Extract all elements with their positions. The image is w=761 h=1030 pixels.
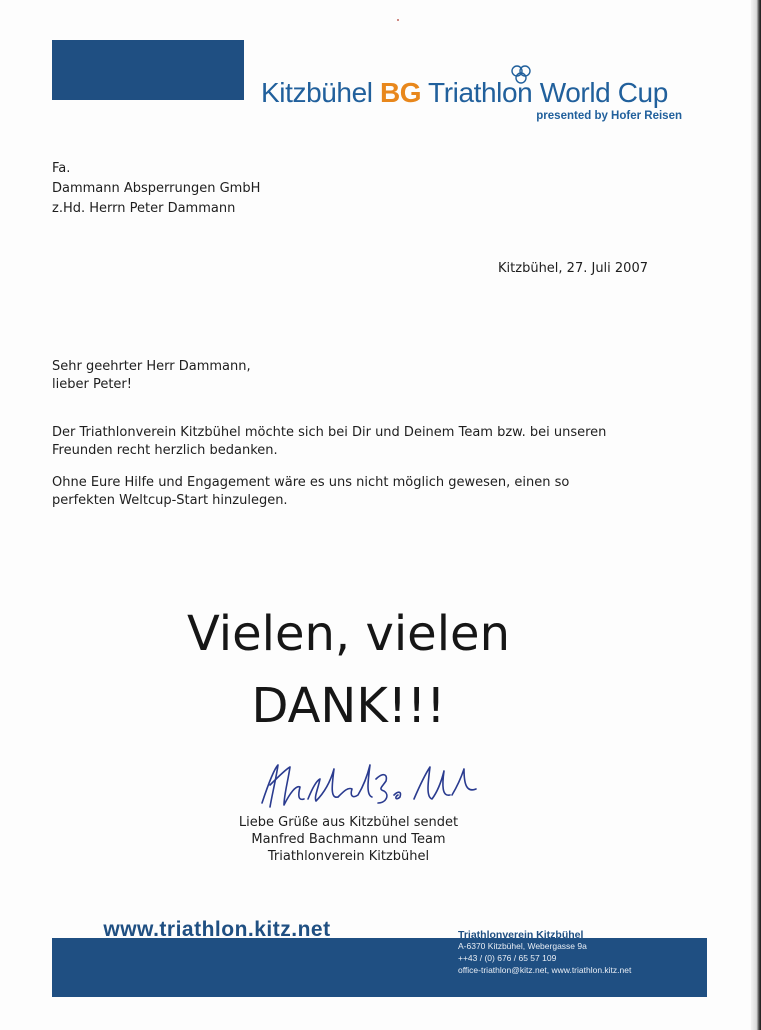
header-color-block bbox=[52, 40, 244, 100]
salutation-line: lieber Peter! bbox=[52, 377, 132, 392]
scan-edge bbox=[751, 0, 761, 1030]
paragraph-line: Der Triathlonverein Kitzbühel möchte sich bei Dir und Deinem Team bzw. bei unseren bbox=[52, 425, 607, 440]
closing-line: Triathlonverein Kitzbühel bbox=[267, 849, 430, 864]
presented-by: presented by Hofer Reisen bbox=[536, 110, 682, 122]
footer-website-link[interactable]: www.triathlon.kitz.net bbox=[103, 918, 331, 941]
event-sponsor: BG bbox=[379, 77, 422, 108]
big-thanks-line: Vielen, vielen bbox=[186, 606, 510, 662]
salutation-line: Sehr geehrter Herr Dammann, bbox=[52, 359, 251, 374]
paper-speck bbox=[397, 19, 399, 21]
recipient-line: z.Hd. Herrn Peter Dammann bbox=[52, 201, 236, 216]
body-paragraph bbox=[52, 424, 652, 460]
letter-date: Kitzbühel, 27. Juli 2007 bbox=[498, 261, 648, 276]
recipient-line: Fa. bbox=[52, 161, 71, 176]
event-title-part2: Triathlon World Cup bbox=[421, 77, 668, 108]
paragraph-line: Ohne Eure Hilfe und Engagement wäre es uns nicht möglich gewesen, einen so bbox=[52, 475, 570, 490]
footer-address: A-6370 Kitzbühel, Webergasse 9a bbox=[458, 941, 587, 951]
closing-line: Liebe Grüße aus Kitzbühel sendet bbox=[238, 815, 459, 830]
salutation bbox=[52, 358, 251, 394]
recipient-line: Dammann Absperrungen GmbH bbox=[52, 181, 261, 196]
handwritten-signature bbox=[254, 755, 494, 817]
big-thanks-line: DANK!!! bbox=[251, 678, 446, 734]
footer-contact: office-triathlon@kitz.net, www.triathlon.kitz.net bbox=[458, 965, 632, 975]
recipient-address bbox=[52, 159, 260, 219]
paragraph-line: perfekten Weltcup-Start hinzulegen. bbox=[52, 493, 288, 508]
footer-phone: ++43 / (0) 676 / 65 57 109 bbox=[458, 953, 557, 963]
closing-line: Manfred Bachmann und Team bbox=[251, 832, 446, 847]
paragraph-line: Freunden recht herzlich bedanken. bbox=[52, 443, 278, 458]
footer-org-name: Triathlonverein Kitzbühel bbox=[458, 929, 584, 941]
event-title-part1: Kitzbühel bbox=[261, 77, 380, 108]
body-paragraph bbox=[52, 474, 652, 510]
event-title bbox=[261, 74, 701, 112]
